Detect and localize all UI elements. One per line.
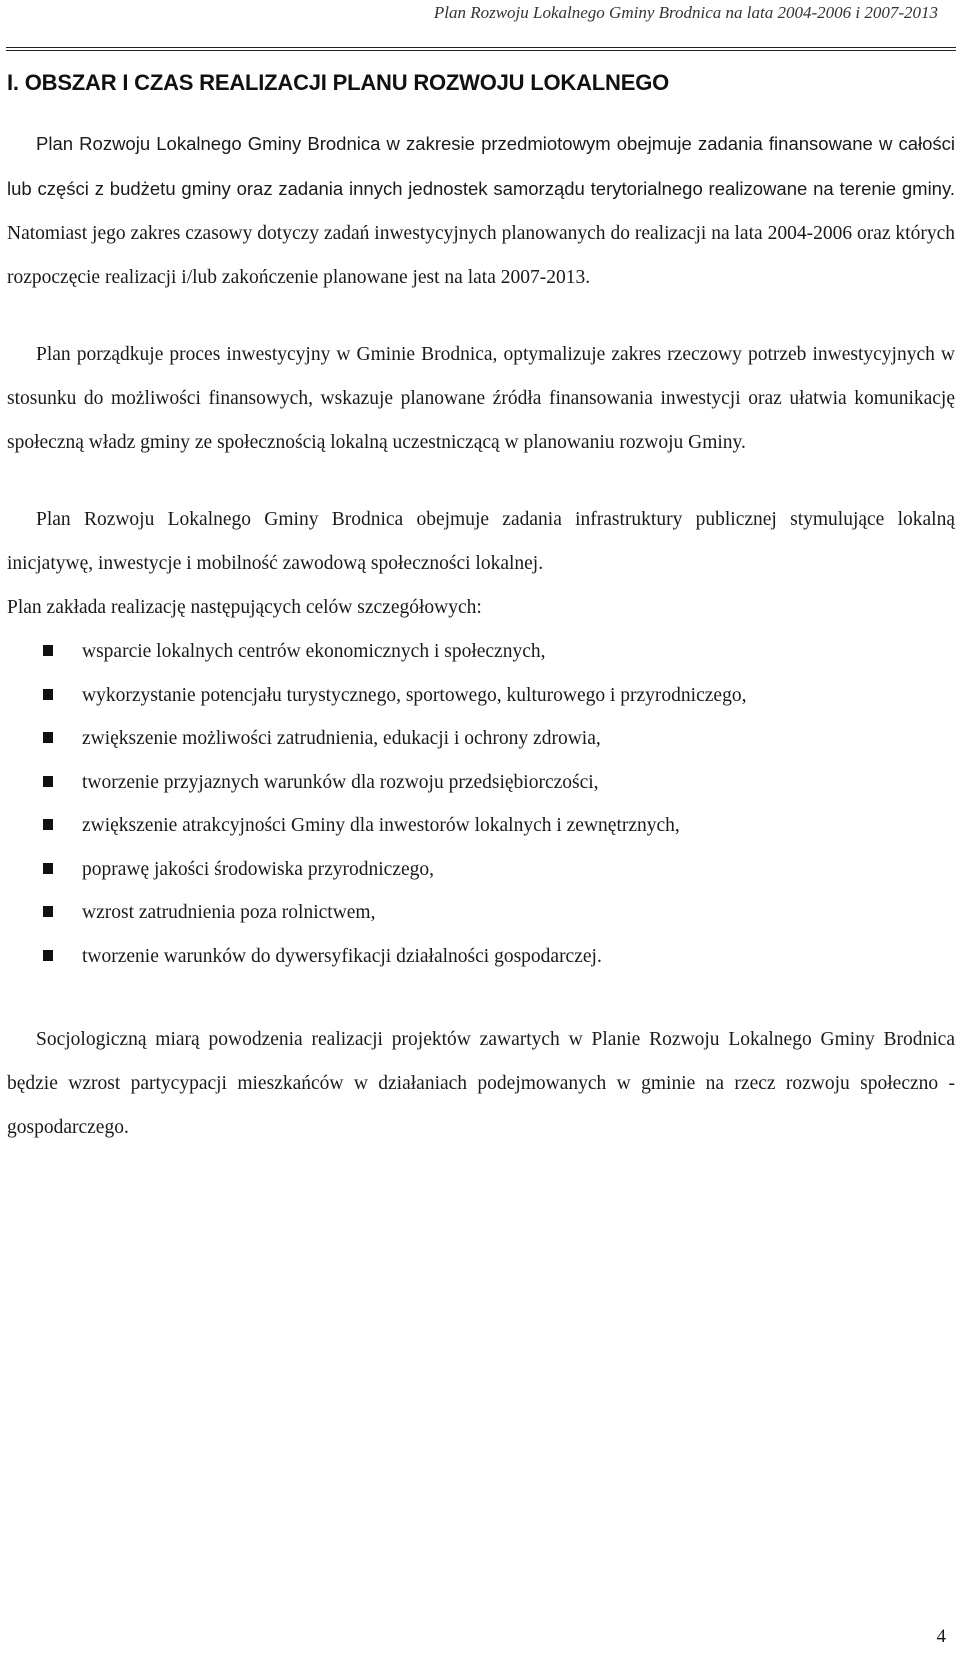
paragraph-tasks: Plan Rozwoju Lokalnego Gminy Brodnica obejmuje zadania infrastruktury publicznej stymulujące lokalną inicjatywę, inwestycje i mobilność zawodową społeczności lokalnej.	[7, 509, 955, 574]
paragraph-purpose: Plan porządkuje proces inwestycyjny w Gminie Brodnica, optymalizuje zakres rzeczowy potrzeb inwestycyjnych w stosunku do możliwości finansowych, wskazuje planowane źródła finansowania inwestycji oraz ułatwia komunikację społeczną władz gminy ze społecznością lokalną uczestniczącą w planowaniu rozwoju Gminy.	[7, 344, 955, 453]
paragraph-scope-part2: Natomiast jego zakres czasowy dotyczy zadań inwestycyjnych planowanych do realizacji na lata 2004-2006 oraz których rozpoczęcie realizacji i/lub zakończenie planowane jest na lata 2007-2013.	[7, 223, 955, 288]
page-number: 4	[936, 1626, 946, 1647]
list-item: poprawę jakości środowiska przyrodniczego,	[7, 848, 955, 892]
list-item: wzrost zatrudnienia poza rolnictwem,	[7, 891, 955, 935]
list-item: tworzenie warunków do dywersyfikacji działalności gospodarczej.	[7, 935, 955, 979]
paragraph-goals-intro: Plan zakłada realizację następujących celów szczegółowych:	[7, 597, 482, 618]
list-item: tworzenie przyjaznych warunków dla rozwoju przedsiębiorczości,	[7, 761, 955, 805]
running-header: Plan Rozwoju Lokalnego Gminy Brodnica na lata 2004-2006 i 2007-2013	[433, 3, 938, 22]
bullet-square-icon	[43, 645, 53, 656]
bullet-square-icon	[43, 863, 53, 874]
bullet-square-icon	[43, 950, 53, 961]
section-title: I. OBSZAR I CZAS REALIZACJI PLANU ROZWOJU LOKALNEGO	[7, 70, 670, 95]
bullet-square-icon	[43, 819, 53, 830]
paragraph-scope	[7, 122, 955, 300]
goals-list	[7, 630, 955, 978]
list-item: zwiększenie atrakcyjności Gminy dla inwestorów lokalnych i zewnętrznych,	[7, 804, 955, 848]
bullet-square-icon	[43, 906, 53, 917]
list-item: wykorzystanie potencjału turystycznego, sportowego, kulturowego i przyrodniczego,	[7, 674, 955, 718]
bullet-square-icon	[43, 689, 53, 700]
bullet-square-icon	[43, 732, 53, 743]
header-rule	[6, 47, 956, 51]
bullet-square-icon	[43, 776, 53, 787]
list-item: zwiększenie możliwości zatrudnienia, edukacji i ochrony zdrowia,	[7, 717, 955, 761]
paragraph-conclusion: Socjologiczną miarą powodzenia realizacji projektów zawartych w Planie Rozwoju Lokalnego Gminy Brodnica będzie wzrost partycypacji mieszkańców w działaniach podejmowanych w gminie na rzecz rozwoju społeczno - gospodarczego.	[7, 1029, 955, 1138]
list-item: wsparcie lokalnych centrów ekonomicznych i społecznych,	[7, 630, 955, 674]
paragraph-scope-part1: Plan Rozwoju Lokalnego Gminy Brodnica w zakresie przedmiotowym obejmuje zadania finansowane w całości lub części z budżetu gminy oraz zadania innych jednostek samorządu terytorialnego realizowane na terenie gminy.	[7, 133, 955, 199]
page-content	[7, 70, 955, 1150]
